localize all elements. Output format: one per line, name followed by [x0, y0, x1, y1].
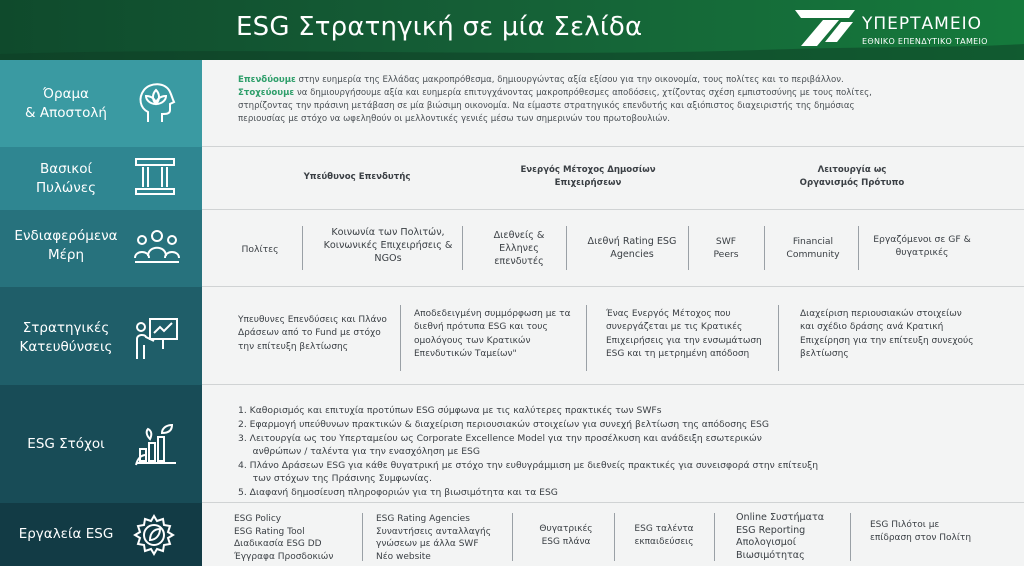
tools-col-6 [870, 519, 971, 544]
row-directions-label-cell [0, 287, 202, 386]
direction-compliance: Αποδεδειγμένη συμμόρφωση με τα διεθνή πρότυπα ESG και τους ομολόγους των Κρατικών Επενδυτικών Ταμείων" [414, 309, 571, 360]
stakeholder-citizens: Πολίτες [241, 244, 279, 255]
pillar-model-organisation: Λειτουργία ως Οργανισμός Πρότυπο [799, 165, 905, 188]
tool-item: επίδραση στον Πολίτη [870, 532, 972, 543]
row-goals-label: ESG Στόχοι [27, 436, 105, 452]
row-vision-label-line1: Όραμα [43, 86, 89, 102]
tools-divider [714, 513, 715, 561]
tool-item: Συναντήσεις ανταλλαγής [376, 526, 491, 537]
row-pillars-content [202, 147, 1024, 210]
presenter-board-icon [132, 315, 180, 363]
stakeholder-divider [302, 226, 303, 270]
row-stakeholders-label-line1: Ενδιαφερόμενα [14, 228, 118, 244]
tool-item: Online Συστήματα [736, 512, 825, 523]
tool-item: ESG Reporting [736, 524, 806, 536]
logo-mark-icon [793, 8, 857, 48]
stakeholder-swf-peers: SWF Peers [713, 236, 739, 260]
growth-bars-icon [132, 421, 180, 469]
tools-col-2 [376, 513, 491, 563]
pillar-responsive-investor: Υπεύθυνος Επενδυτής [303, 172, 411, 182]
vision-lead-2: Στοχεύουμε [238, 88, 295, 98]
tools-divider [850, 513, 851, 561]
tool-item: ESG Rating Tool [234, 526, 305, 537]
goal-item-continuation: ανθρώπων / ταλέντα για την ενασχόληση με ESG [238, 446, 481, 457]
tools-divider [614, 513, 615, 561]
row-goals-content [202, 385, 1024, 503]
row-goals-label-cell [0, 385, 202, 504]
tool-item: Απολογισμοί [736, 537, 796, 549]
stakeholder-divider [764, 226, 765, 270]
goal-item: 4. Πλάνο Δράσεων ESG για κάθε θυγατρική με στόχο την ευθυγράμμιση με διεθνείς πρακτικές για συνεισφορά στην επίτευξη [238, 460, 819, 471]
row-directions-label-line1: Στρατηγικές [22, 320, 110, 336]
direction-divider [778, 305, 779, 371]
tool-item: Θυγατρικές [539, 524, 593, 534]
tool-item: ESG Πιλότοι με [870, 520, 940, 530]
pillars-icon [132, 155, 178, 201]
tool-item: ESG πλάνα [541, 536, 591, 547]
vision-text-1: στην ευημερία της Ελλάδας μακροπρόθεσμα, δημιουργώντας αξία εξίσου για την οικονομία, τους πολίτες και το περιβάλλον. [295, 75, 844, 85]
row-stakeholders-label-line2: Μέρη [47, 247, 85, 263]
logo-subtitle: ΕΘΝΙΚΟ ΕΠΕΝΔΥΤΙΚΟ ΤΑΜΕΙΟ [862, 37, 988, 46]
gear-leaf-icon [132, 513, 176, 557]
stakeholder-civil-society: Κοινωνία των Πολιτών, Κοινωνικές Επιχειρήσεις & NGOs [323, 227, 453, 264]
vision-paragraph-2 [238, 87, 872, 100]
tool-item: ESG ταλέντα [634, 524, 694, 534]
head-leaf-icon [132, 78, 182, 128]
tools-divider [512, 513, 513, 561]
direction-asset-management: Διαχείριση περιουσιακών στοιχείων και σχέδιο δράσης ανά Κρατική Επιχείρηση για την επίτευξη συνεχούς βελτίωσης [800, 309, 974, 360]
vision-text-2b: στηρίζοντας την πράσινη μετάβαση σε μία βιώσιμη οικονομία. Να είμαστε στρατηγικός επενδυτής και αξιόπιστος διαχειριστής της δημόσιας [238, 101, 855, 111]
tool-item: Διαδικασία ESG DD [234, 539, 322, 550]
page-title: ESG Στρατηγική σε μία Σελίδα [236, 12, 643, 42]
row-tools-label: Εργαλεία ESG [18, 526, 114, 542]
row-directions-label-line2: Κατευθύνσεις [19, 339, 113, 355]
tool-item: εκπαιδεύσεις [634, 536, 694, 547]
row-pillars-label-cell [0, 147, 202, 211]
row-directions-content [202, 287, 1024, 385]
stakeholder-divider [858, 226, 859, 270]
row-pillars-label-line1: Βασικοί [39, 161, 93, 177]
stakeholder-financial-community: Financial Community [786, 236, 840, 260]
people-group-icon [132, 226, 182, 270]
tool-item: ESG Policy [234, 514, 282, 524]
stakeholder-divider [462, 226, 463, 270]
stakeholder-employees: Εργαζόμενοι σε GF & θυγατρικές [873, 234, 971, 258]
tool-item: γνώσεων με άλλα SWF [376, 539, 479, 550]
vision-paragraph-1 [238, 74, 844, 87]
stakeholder-rating-agencies: Διεθνή Rating ESG Agencies [587, 236, 677, 260]
row-stakeholders-content [202, 210, 1024, 287]
goal-item: 5. Διαφανή δημοσίευση πληροφοριών για τη βιωσιμότητα και τα ESG [238, 487, 558, 498]
pillar-active-shareholder: Ενεργός Μέτοχος Δημοσίων Επιχειρήσεων [520, 165, 656, 188]
tools-col-3 [528, 523, 604, 548]
goal-item: 2. Εφαρμογή υπεύθυνων πρακτικών & διαχείριση περιουσιακών στοιχείων για συνεχή βελτίωση της απόδοσης ESG [238, 419, 769, 430]
goal-item: 3. Λειτουργία ως του Υπερταμείου ως Corporate Excellence Model για την προσέλκυση και ανάδειξη εσωτερικών [238, 433, 762, 444]
tool-item: Βιωσιμότητας [736, 549, 805, 561]
vision-text-2: να δημιουργήσουμε αξία και ευημερία επιτυγχάνοντας μακροπρόθεσμες αποδόσεις, χτίζοντας σχέση εμπιστοσύνης με τους πολίτες, [294, 88, 872, 98]
tools-divider [362, 513, 363, 561]
goal-item-continuation: των στόχων της Πράσινης Συμφωνίας. [238, 473, 432, 484]
header-wave-decoration [0, 44, 1024, 60]
tools-col-4 [624, 523, 704, 548]
row-pillars-label-line2: Πυλώνες [35, 180, 97, 196]
row-tools-label-cell [0, 503, 202, 566]
row-tools-content [202, 503, 1024, 566]
direction-divider [586, 305, 587, 371]
direction-responsible-investments: Υπευθυνες Επενδύσεις και Πλάνο Δράσεων από το Fund με στόχο την επίτευξη βελτίωσης [238, 315, 387, 352]
stakeholder-divider [566, 226, 567, 270]
tool-item: Έγγραφα Προσδοκιών [234, 551, 334, 562]
row-stakeholders-label-cell [0, 210, 202, 288]
row-vision-label-cell [0, 60, 202, 148]
tool-item: ESG Rating Agencies [376, 514, 470, 524]
direction-active-shareholder: Ένας Ενεργός Μέτοχος που συνεργάζεται με τις Κρατικές Επιχειρήσεις για την ενσωμάτωση ESG και τη μετρημένη απόδοση [606, 309, 762, 360]
stakeholder-investors: Διεθνείς & Ελληνες επενδυτές [493, 230, 545, 267]
row-vision-content [202, 60, 1024, 147]
direction-divider [400, 305, 401, 371]
tools-col-1 [234, 513, 333, 563]
row-vision-label-line2: & Αποστολή [25, 105, 107, 121]
vision-text-2c: περιουσίας με στόχο να ωφεληθούν οι μελλοντικές γενιές μέσω των σημερινών του πρωτοβουλιών. [238, 114, 670, 124]
vision-lead-1: Επενδύουμε [238, 75, 296, 85]
tools-col-5 [736, 512, 824, 562]
tool-item: Νέο website [376, 551, 431, 562]
header-banner [0, 0, 1024, 60]
stakeholder-divider [688, 226, 689, 270]
goal-item: 1. Καθορισμός και επιτυχία προτύπων ESG σύμφωνα με τις καλύτερες πρακτικές των SWFs [238, 405, 662, 416]
logo-name: ΥΠΕΡΤΑΜΕΙΟ [862, 14, 982, 34]
